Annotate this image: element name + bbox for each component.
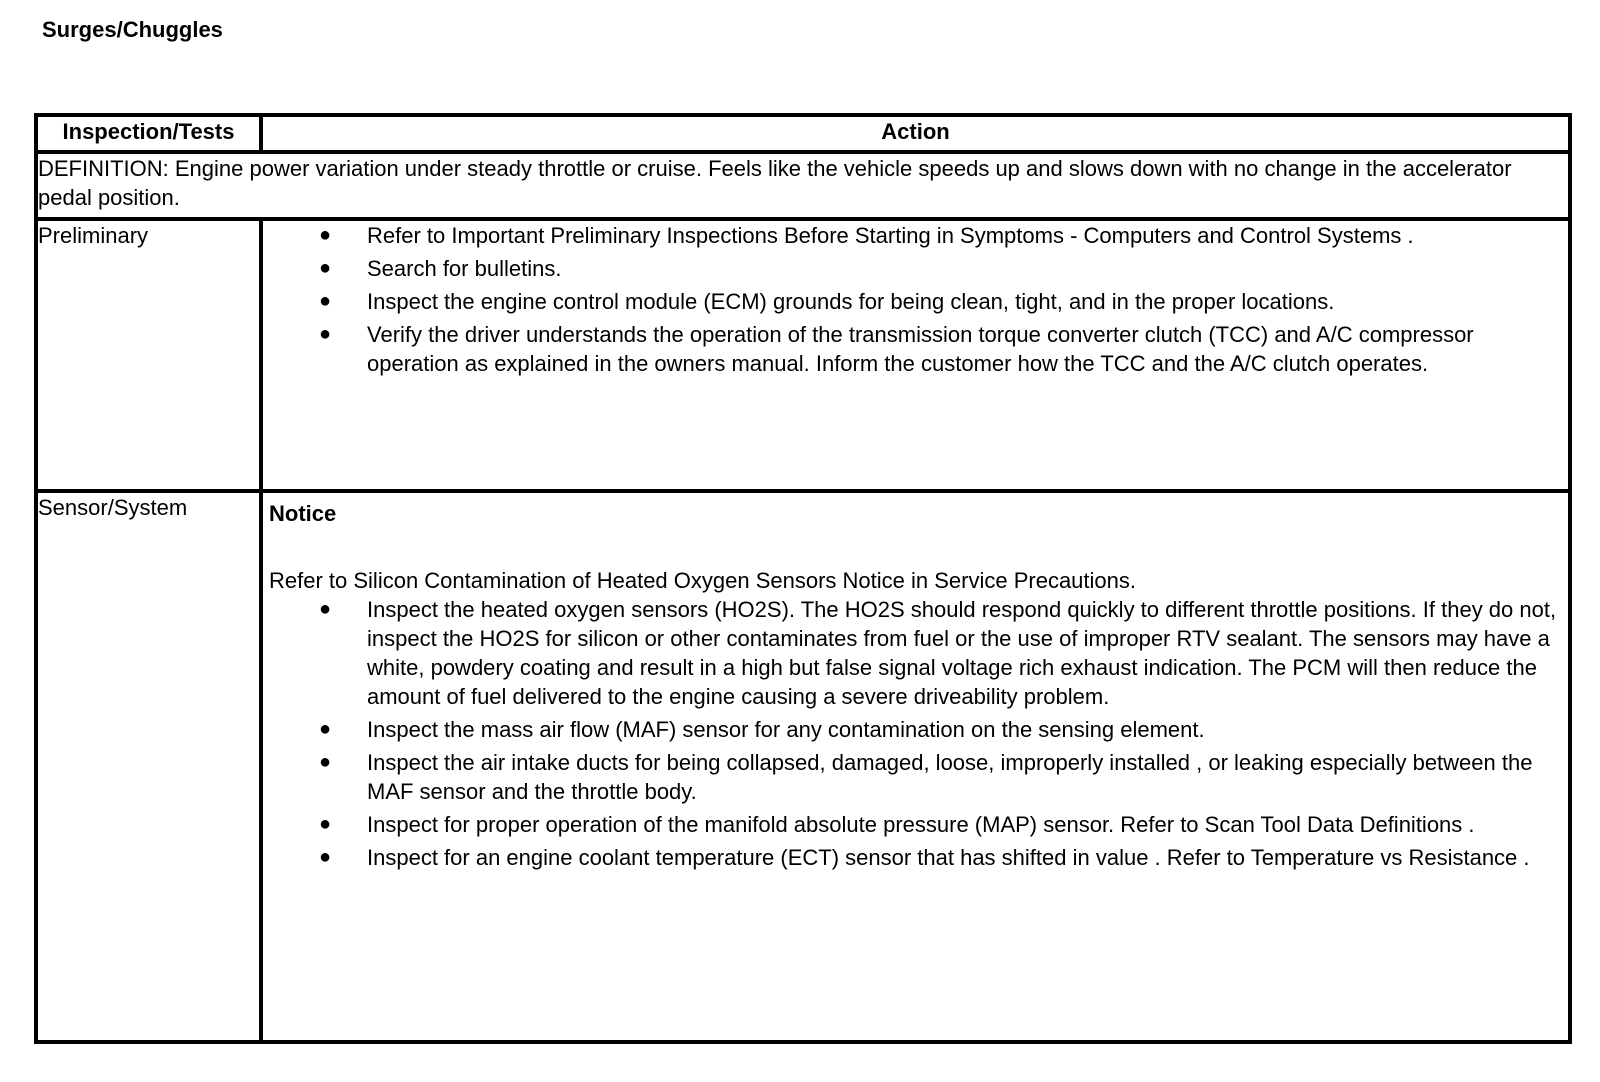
notice-text: Refer to Silicon Contamination of Heated Oxygen Sensors Notice in Service Precautions. — [269, 568, 1136, 593]
list-item — [263, 843, 1558, 872]
list-item — [263, 810, 1558, 839]
preliminary-action-cell — [261, 219, 1570, 491]
bullet-text: Inspect the engine control module (ECM) grounds for being clean, tight, and in the proper locations. — [367, 289, 1335, 314]
bullet-text: Refer to Important Preliminary Inspections Before Starting in Symptoms - Computers and Control Systems . — [367, 223, 1414, 248]
table-row-preliminary — [36, 219, 1570, 491]
header-inspection-tests: Inspection/Tests — [36, 115, 261, 152]
bullet-icon: ● — [319, 290, 332, 312]
row-label-sensor-system: Sensor/System — [36, 491, 261, 1042]
page-title: Surges/Chuggles — [42, 17, 223, 42]
list-item — [263, 221, 1558, 250]
bullet-icon: ● — [319, 718, 332, 740]
table-header-row — [36, 115, 1570, 152]
sensor-system-bullet-list — [263, 595, 1568, 872]
bullet-icon: ● — [319, 257, 332, 279]
list-item — [263, 287, 1558, 316]
bullet-icon: ● — [319, 751, 332, 773]
notice-heading: Notice — [269, 501, 337, 526]
bullet-icon: ● — [319, 323, 332, 345]
list-item — [263, 320, 1558, 378]
list-item — [263, 715, 1558, 744]
bullet-text: Inspect the air intake ducts for being collapsed, damaged, loose, improperly installed , or leaking especially between the MAF sensor and the throttle body. — [367, 750, 1533, 804]
list-item — [263, 595, 1558, 711]
header-action: Action — [261, 115, 1570, 152]
bullet-icon: ● — [319, 846, 332, 868]
list-item — [263, 254, 1558, 283]
bullet-text: Search for bulletins. — [367, 256, 562, 281]
bullet-text: Inspect for an engine coolant temperature (ECT) sensor that has shifted in value . Refer to Temperature vs Resistance . — [367, 845, 1530, 870]
list-item — [263, 748, 1558, 806]
preliminary-bullet-list — [263, 221, 1568, 378]
diagnostic-table — [34, 113, 1572, 1044]
bullet-icon: ● — [319, 813, 332, 835]
definition-text: DEFINITION: Engine power variation under steady throttle or cruise. Feels like the vehicle speeds up and slows down with no change in the accelerator pedal position. — [36, 152, 1570, 219]
bullet-text: Inspect for proper operation of the manifold absolute pressure (MAP) sensor. Refer to Scan Tool Data Definitions . — [367, 812, 1475, 837]
row-label-preliminary: Preliminary — [36, 219, 261, 491]
bullet-text: Inspect the heated oxygen sensors (HO2S). The HO2S should respond quickly to different throttle positions. If they do not, inspect the HO2S for silicon or other contaminates from fuel or the use of improper RTV sealant. The sensors may have a white, powdery coating and result in a high but false signal voltage rich exhaust indication. The PCM will then reduce the amount of fuel delivered to the engine causing a severe driveability problem. — [367, 597, 1557, 709]
table-row-sensor-system — [36, 491, 1570, 1042]
definition-row — [36, 152, 1570, 219]
bullet-icon: ● — [319, 224, 332, 246]
bullet-text: Verify the driver understands the operation of the transmission torque converter clutch (TCC) and A/C compressor operation as explained in the owners manual. Inform the customer how the TCC and the A/C clutch operates. — [367, 322, 1474, 376]
sensor-system-action-cell — [261, 491, 1570, 1042]
bullet-icon: ● — [319, 598, 332, 620]
bullet-text: Inspect the mass air flow (MAF) sensor for any contamination on the sensing element. — [367, 717, 1205, 742]
